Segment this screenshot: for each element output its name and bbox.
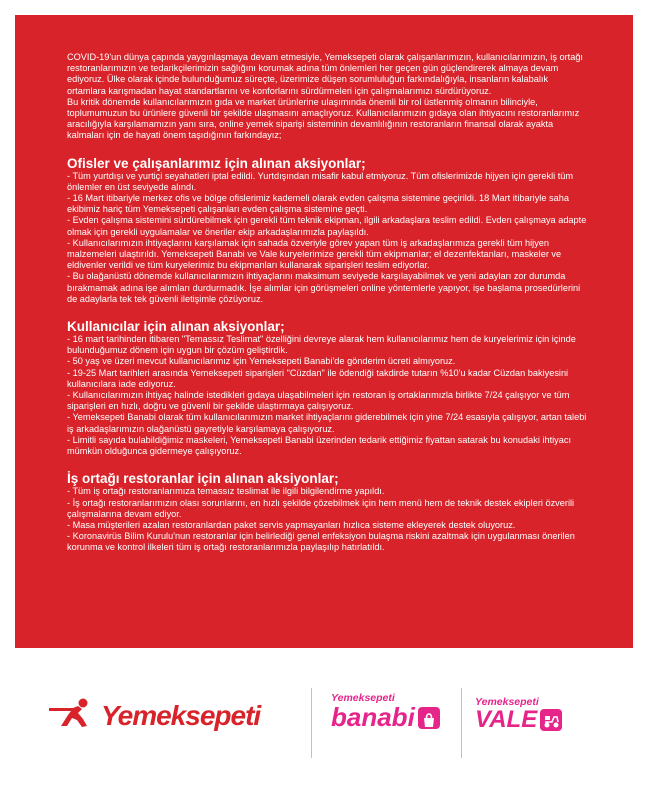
banabi-logo xyxy=(331,692,440,733)
vale-brand-small: Yemeksepeti xyxy=(475,696,539,708)
section-users xyxy=(67,319,587,457)
section-offices xyxy=(67,156,587,305)
list-item: - 19-25 Mart tarihleri arasında Yemeksepeti siparişleri "Cüzdan" ile ödendiği takdirde tutarın %10'u kadar Cüzdan bakiyesini kullanıcılara iade ediyoruz. xyxy=(67,367,569,389)
vale-logo xyxy=(475,696,562,734)
scooter-icon xyxy=(540,709,562,731)
yemeksepeti-logo xyxy=(47,698,260,733)
list-item: - 50 yaş ve üzeri mevcut kullanıcılarımız için Yemeksepeti Banabi'de gönderim ücreti almıyoruz. xyxy=(67,356,456,367)
list-item: - Limitli sayıda bulabildiğimiz maskeleri, Yemeksepeti Banabi üzerinden tedarik ettiğimiz fiyattan satarak bu konudaki ihtiyacı mümkün olduğunca gidermeye çalışıyoruz. xyxy=(67,434,572,457)
announcement-content xyxy=(67,52,587,554)
section-heading: Kullanıcılar için alınan aksiyonlar; xyxy=(67,319,285,335)
intro-paragraph-2: Bu kritik dönemde kullanıcılarımızın gıda ve market ürünlerine ulaşımında önemli bir rol üstlenmiş olmanın bilinciyle, toplumumuzun bu ürünlere güvenli bir şekilde ulaşmasını amaçlıyoruz. Kullanıcılarımızın gıdaya olan ihtiyacını restoranlarımız aracılığıyla karşılamamızın yanı sıra, online yemek siparişi sisteminin devamlılığının restoranların finansal olarak ayakta kalmaları için de hayati önem taşıdığının farkındayız; xyxy=(67,96,580,141)
logo-divider xyxy=(461,688,462,758)
list-item: - 16 Mart itibariyle merkez ofis ve bölge ofislerimiz kademeli olarak evden çalışma sistemine geçirildi. 18 Mart itibariyle saha ekibimiz hariç tüm Yemeksepeti çalışanları evden çalışma sistemine geçti. xyxy=(67,193,569,215)
list-item: - 16 mart tarihinden itibaren "Temassız Teslimat" özelliğini devreye alarak hem kullanıcılarımız hem de kuryelerimiz için içinde bulunduğumuz dönem için uygun bir çözüm geliştirdik. xyxy=(67,334,576,356)
logo-divider xyxy=(311,688,312,758)
list-item: - İş ortağı restoranlarımızın olası sorunlarını, en hızlı şekilde çözebilmek için hem menü hem de teknik destek ekipleri özverili çalışmalarına devam ediyor. xyxy=(67,497,575,519)
intro-paragraph-1: COVID-19'un dünya çapında yaygınlaşmaya devam etmesiyle, Yemeksepeti olarak çalışanlarımızın, kullanıcılarımızın, iş ortağı restoranlarımızın ve tedarikçilerimizin sağlığını korumak adına tüm önlemleri her geçen gün güçlendirerek almaya devam ediyoruz. Ülke olarak içinde bulunduğumuz süreçte, üzerimize düşen sorumluluğun farkındalığıyla, insanların kalabalık ortamlara karışmadan hayat standartlarını ve konforlarını sürdürmeleri için çalışmalarımızı sürdürüyoruz. xyxy=(67,52,583,96)
vale-brand-big: VALE xyxy=(475,706,538,733)
section-restaurants xyxy=(67,471,587,553)
shopping-bag-icon xyxy=(418,707,440,729)
list-item: - Bu olağanüstü dönemde kullanıcılarımızın ihtiyaçlarını maksimum seviyede karşılayabilmek ve yeni adayları zor durumda bırakmamak adına işe alımları durdurmadık. İşe alımlar için görüşmeleri online yöntemlerle yapıyor, işe başlama prosedürlerini de adaylarla tek tek güvenli iletişimle çözüyoruz. xyxy=(67,271,581,304)
list-item: - Yemeksepeti Banabi olarak tüm kullanıcılarımızın market ihtiyaçlarını giderebilmek için yine 7/24 esasıyla çalışıyor, artan talebi iş arkadaşlarımızın olağanüstü gayretiyle karşılamaya çalışıyoruz. xyxy=(67,412,587,434)
banabi-brand-small: Yemeksepeti xyxy=(331,692,395,704)
list-item: - Koronavirüs Bilim Kurulu'nun restoranlar için belirlediği genel enfeksiyon bulaşma riskini azaltmak için uygulanması önerilen korunma ve kontrol ilkeleri tüm iş ortağı restoranlarımızla paylaşılıp hatırlatıldı. xyxy=(67,531,575,553)
list-item: - Evden çalışma sistemini sürdürebilmek için gerekli tüm teknik ekipman, ilgili arkadaşlara teslim edildi. Evden çalışmaya adapte olmak için gerekli uygulamalar ve öneriler ekip arkadaşlarımızla paylaşıldı. xyxy=(67,215,587,237)
list-item: - Masa müşterileri azalan restoranlardan paket servis yapmayanları hızlıca sisteme ekleyerek destek oluyoruz. xyxy=(67,519,516,530)
footer-logos xyxy=(15,648,633,800)
brand-name: Yemeksepeti xyxy=(101,699,261,731)
list-item: - Kullanıcılarımızın ihtiyaçlarını karşılamak için sahada özveriyle görev yapan tüm iş arkadaşlarımıza gerekli tüm hijyen malzemeleri ulaştırıldı. Yemeksepeti Banabi ve Vale kuryelerimize gerekli tüm ekipmanlar; el dezenfektanları, maskeler ve eldivenler verildi ve tüm kuryelerimiz bu ekipmanları kullanarak siparişleri teslim ediyorlar. xyxy=(67,237,562,271)
section-heading: İş ortağı restoranlar için alınan aksiyonlar; xyxy=(67,471,339,487)
runner-icon xyxy=(47,698,95,733)
list-item: - Tüm yurtdışı ve yurtiçi seyahatleri iptal edildi. Yurtdışından misafir kabul etmiyoruz. Tüm ofislerimizde hijyen için gerekli tüm önlemler en üst seviyede alındı. xyxy=(67,170,574,192)
list-item: - Tüm iş ortağı restoranlarımıza temassız teslimat ile ilgili bilgilendirme yapıldı. xyxy=(67,486,385,497)
list-item: - Kullanıcılarımızın ihtiyaç halinde istedikleri gıdaya ulaşabilmeleri için restoran iş ortaklarımızla birlikte 7/24 çalışıyor ve tüm siparişleri en hızlı, doğru ve güvenli bir şekilde ulaştırmaya çalışıyoruz. xyxy=(67,390,570,412)
banabi-brand-big: banabi xyxy=(331,702,415,732)
section-heading: Ofisler ve çalışanlarımız için alınan aksiyonlar; xyxy=(67,155,366,171)
